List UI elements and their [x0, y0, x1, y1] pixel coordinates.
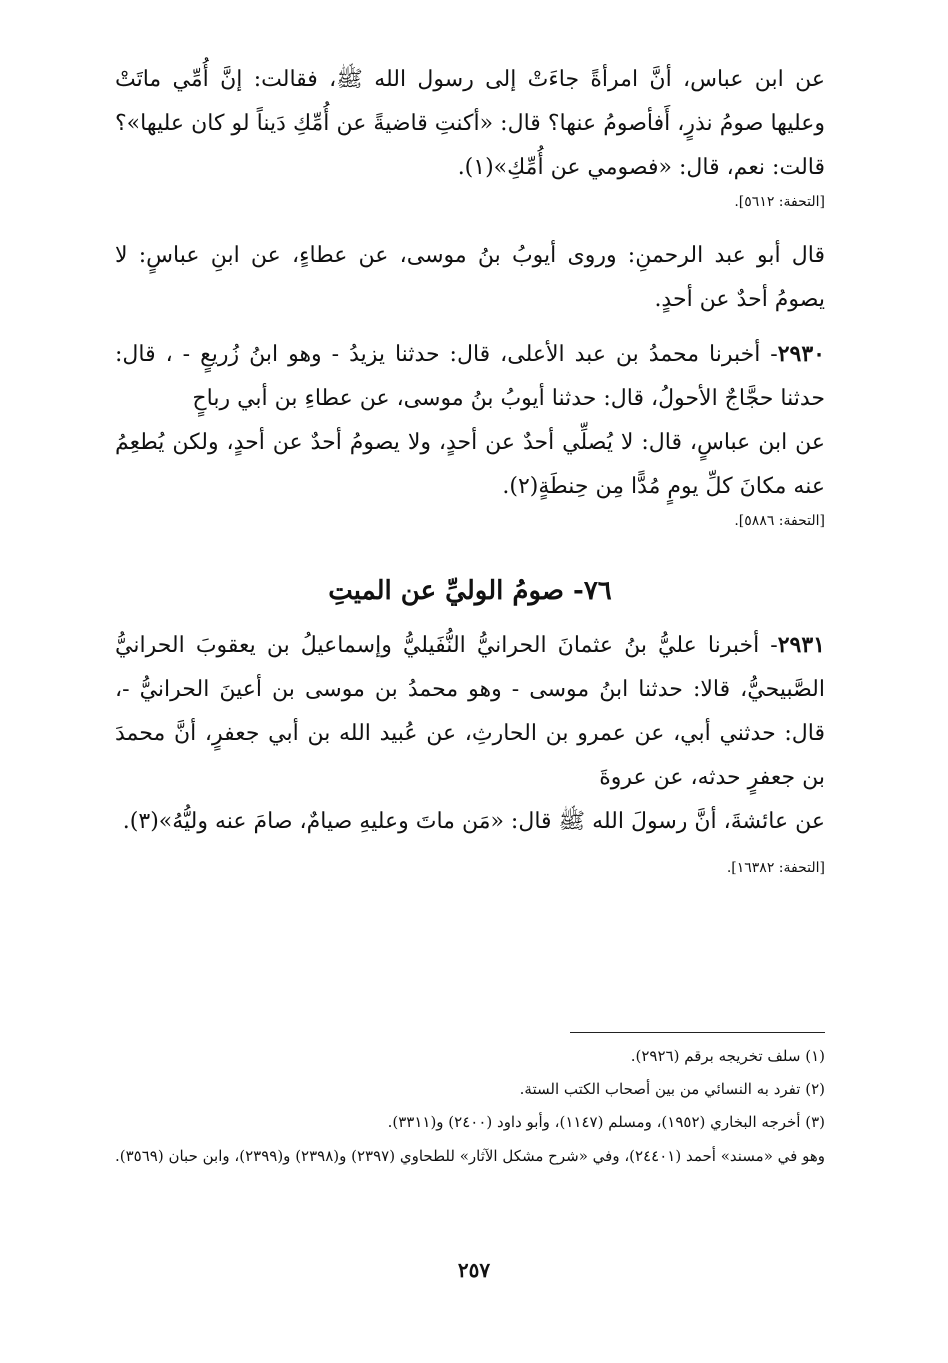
hadith-number-2931: ٢٩٣١: [777, 632, 825, 658]
chapter-heading: ٧٦- صومُ الوليِّ عن الميتِ: [328, 576, 612, 606]
page-body: [115, 58, 825, 878]
tuhfa-reference-3: [التحفة: ١٦٣٨٢].: [726, 860, 825, 876]
hadith-2930: [115, 332, 825, 421]
tuhfa-reference-2: [التحفة: ٥٨٨٦].: [734, 513, 825, 529]
hadith-number-2930: ٢٩٣٠: [777, 341, 825, 367]
commentary-paragraph: قال أبو عبد الرحمنِ: وروى أيوبُ بنُ موسى، عن عطاءٍ، عن ابنِ عباسٍ: لا يصومُ أحدٌ عن أحدٍ.: [115, 243, 825, 312]
hadith-text-2930: عن ابن عباسٍ، قال: لا يُصلِّي أحدٌ عن أحدٍ، ولا يصومُ أحدٌ عن أحدٍ، ولكن يُطعِمُ عنه مكانَ كلِّ يومٍ مُدًّا مِن حِنطَةٍ(٢).: [115, 430, 825, 499]
hadith-2931: [115, 623, 825, 800]
footnotes: [115, 1040, 825, 1173]
footnote-2: (٢) تفرد به النسائي من بين أصحاب الكتب الستة.: [519, 1080, 825, 1098]
isnad-2930: - أخبرنا محمدُ بن عبد الأعلى، قال: حدثنا يزيدُ - وهو ابنُ زُريعٍ - ، قال: حدثنا حجَّاجٌ الأحولُ، قال: حدثنا أيوبُ بنُ موسى، عن عطاءِ بن أبي رباحٍ: [115, 342, 825, 411]
footnote-3-continued: وهو في «مسند» أحمد (٢٤٤٠١)، وفي «شرح مشكل الآثار» للطحاوي (٢٣٩٧) و(٢٣٩٨) و(٢٣٩٩)، وابن حبان (٣٥٦٩).: [114, 1147, 825, 1165]
tuhfa-reference-1: [التحفة: ٥٦١٢].: [734, 194, 825, 210]
footnote-1: (١) سلف تخريجه برقم (٢٩٢٦).: [630, 1047, 825, 1065]
footnote-3: (٣) أخرجه البخاري (١٩٥٢)، ومسلم (١١٤٧)، وأبو داود (٢٤٠٠) و(٣٣١١).: [387, 1113, 825, 1131]
footnote-separator: [570, 1032, 825, 1033]
page-number: ٢٥٧: [457, 1258, 491, 1282]
hadith-text-1: عن ابن عباس، أنَّ امرأةً جاءَتْ إلى رسول الله ﷺ، فقالت: إنَّ أُمِّي ماتَتْ وعليها صومُ نذرٍ، أَفأصومُ عنها؟ قال: «أكنتِ قاضيةً عن أُمِّكِ دَيناً لو كان عليها»؟ قالت: نعم، قال: «فصومي عن أُمِّكِ»(١).: [115, 67, 825, 180]
hadith-text-2931: عن عائشةَ، أنَّ رسولَ الله ﷺ قال: «مَن ماتَ وعليهِ صيامٌ، صامَ عنه وليُّهُ»(٣).: [122, 809, 825, 834]
isnad-2931: - أخبرنا عليُّ بنُ عثمانَ الحرانيُّ النُّفَيليُّ وإسماعيلُ بن يعقوبَ الحرانيُّ الصَّبيحيُّ، قالا: حدثنا ابنُ موسى - وهو محمدُ بن موسى بن أعينَ الحرانيُّ -، قال: حدثني أبي، عن عمرو بن الحارثِ، عن عُبيد الله بن أبي جعفرٍ، أنَّ محمدَ بن جعفرٍ حدثه، عن عروةَ: [115, 633, 825, 790]
